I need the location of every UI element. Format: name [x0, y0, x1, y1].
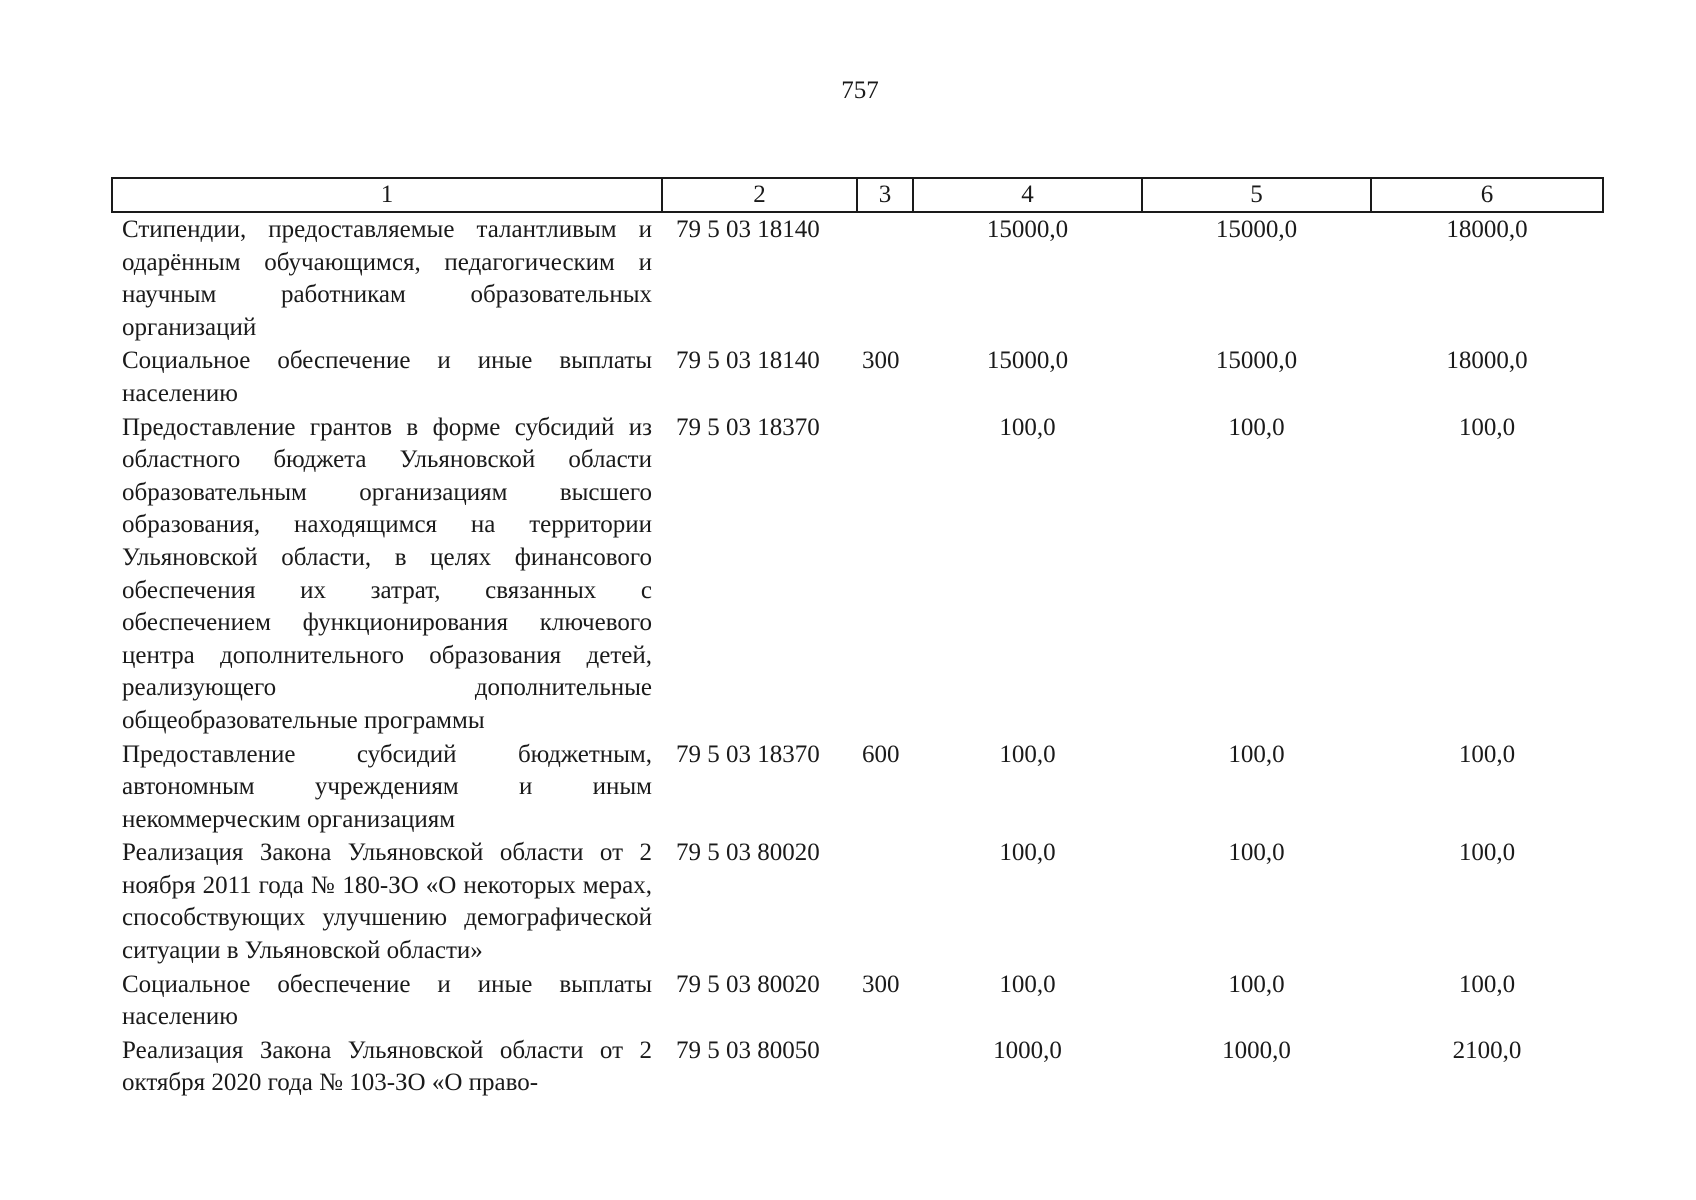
- row-value-4: 15000,0: [986, 347, 1069, 375]
- row-value-4: 100,0: [999, 740, 1056, 768]
- row-value-4: 1000,0: [993, 1036, 1062, 1064]
- row-value-6: 100,0: [1458, 839, 1516, 867]
- row-type: [857, 1034, 913, 1100]
- row-value-5: 100,0: [1228, 740, 1285, 768]
- row-value-4: 100,0: [999, 970, 1056, 998]
- row-value-6: 100,0: [1458, 413, 1516, 441]
- row-value-6: 2100,0: [1452, 1036, 1522, 1064]
- budget-table: [111, 177, 1604, 1100]
- row-name: Реализация Закона Ульяновской области от 2 ноября 2011 года № 180-ЗО «О некоторых мерах, способствующих улучшению демографической ситуации в Ульяновской области»: [122, 839, 652, 965]
- row-value-5: 100,0: [1228, 839, 1285, 867]
- row-type: [857, 212, 913, 344]
- table-body: [112, 212, 1603, 1100]
- row-value-4: 100,0: [999, 413, 1056, 441]
- row-type: [857, 836, 913, 967]
- table-row: [112, 411, 1603, 738]
- row-name: Предоставление субсидий бюджетным, автономным учреждениям и иным некоммерческим организациям: [122, 740, 652, 833]
- row-type: 600: [862, 740, 900, 768]
- row-value-6: 100,0: [1458, 970, 1516, 998]
- row-value-6: 18000,0: [1446, 347, 1528, 375]
- table-row: [112, 836, 1603, 967]
- row-value-5: 15000,0: [1215, 216, 1298, 243]
- row-value-4: 15000,0: [986, 216, 1069, 243]
- row-value-5: 100,0: [1228, 970, 1285, 998]
- row-code: 79 5 03 80020: [676, 839, 820, 867]
- table-header: [112, 178, 1603, 212]
- row-value-4: 100,0: [999, 839, 1056, 867]
- row-type: [857, 411, 913, 738]
- table-row: [112, 344, 1603, 410]
- row-value-5: 100,0: [1228, 413, 1285, 441]
- table-row: [112, 1034, 1603, 1100]
- header-row: [112, 178, 1603, 212]
- column-header-1: 1: [112, 178, 662, 212]
- table-row: [112, 738, 1603, 837]
- row-name: Стипендии, предоставляемые талантливым и одарённым обучающимся, педагогическим и научным работникам образовательных организаций: [122, 216, 652, 341]
- row-type: 300: [862, 347, 900, 375]
- row-name: Социальное обеспечение и иные выплаты населению: [122, 347, 652, 407]
- column-header-2: 2: [662, 178, 857, 212]
- row-code: 79 5 03 18370: [676, 740, 820, 768]
- row-code: 79 5 03 18140: [676, 347, 820, 375]
- column-header-6: 6: [1371, 178, 1603, 212]
- row-name: Социальное обеспечение и иные выплаты населению: [122, 970, 652, 1031]
- row-code: 79 5 03 80050: [676, 1036, 820, 1064]
- row-value-5: 15000,0: [1215, 347, 1298, 375]
- row-value-5: 1000,0: [1222, 1036, 1291, 1064]
- row-code: 79 5 03 18140: [676, 216, 820, 243]
- row-type: 300: [862, 970, 900, 998]
- row-code: 79 5 03 80020: [676, 970, 820, 998]
- row-name: Предоставление грантов в форме субсидий из областного бюджета Ульяновской области образовательным организациям высшего образования, находящимся на территории Ульяновской области, в целях финансового обеспечения их затрат, связанных с обеспечением функционирования ключевого центра дополнительного образования детей, реализующего дополнительные общеобразовательные программы: [122, 413, 652, 734]
- table-row: [112, 212, 1603, 344]
- row-value-6: 18000,0: [1446, 216, 1528, 243]
- column-header-4: 4: [913, 178, 1142, 212]
- column-header-3: 3: [857, 178, 913, 212]
- table-row: [112, 968, 1603, 1034]
- row-value-6: 100,0: [1458, 740, 1516, 768]
- column-header-5: 5: [1142, 178, 1371, 212]
- row-code: 79 5 03 18370: [676, 413, 820, 441]
- row-name: Реализация Закона Ульяновской области от 2 октября 2020 года № 103-ЗО «О право-: [122, 1036, 652, 1097]
- page-number: 757: [841, 77, 879, 104]
